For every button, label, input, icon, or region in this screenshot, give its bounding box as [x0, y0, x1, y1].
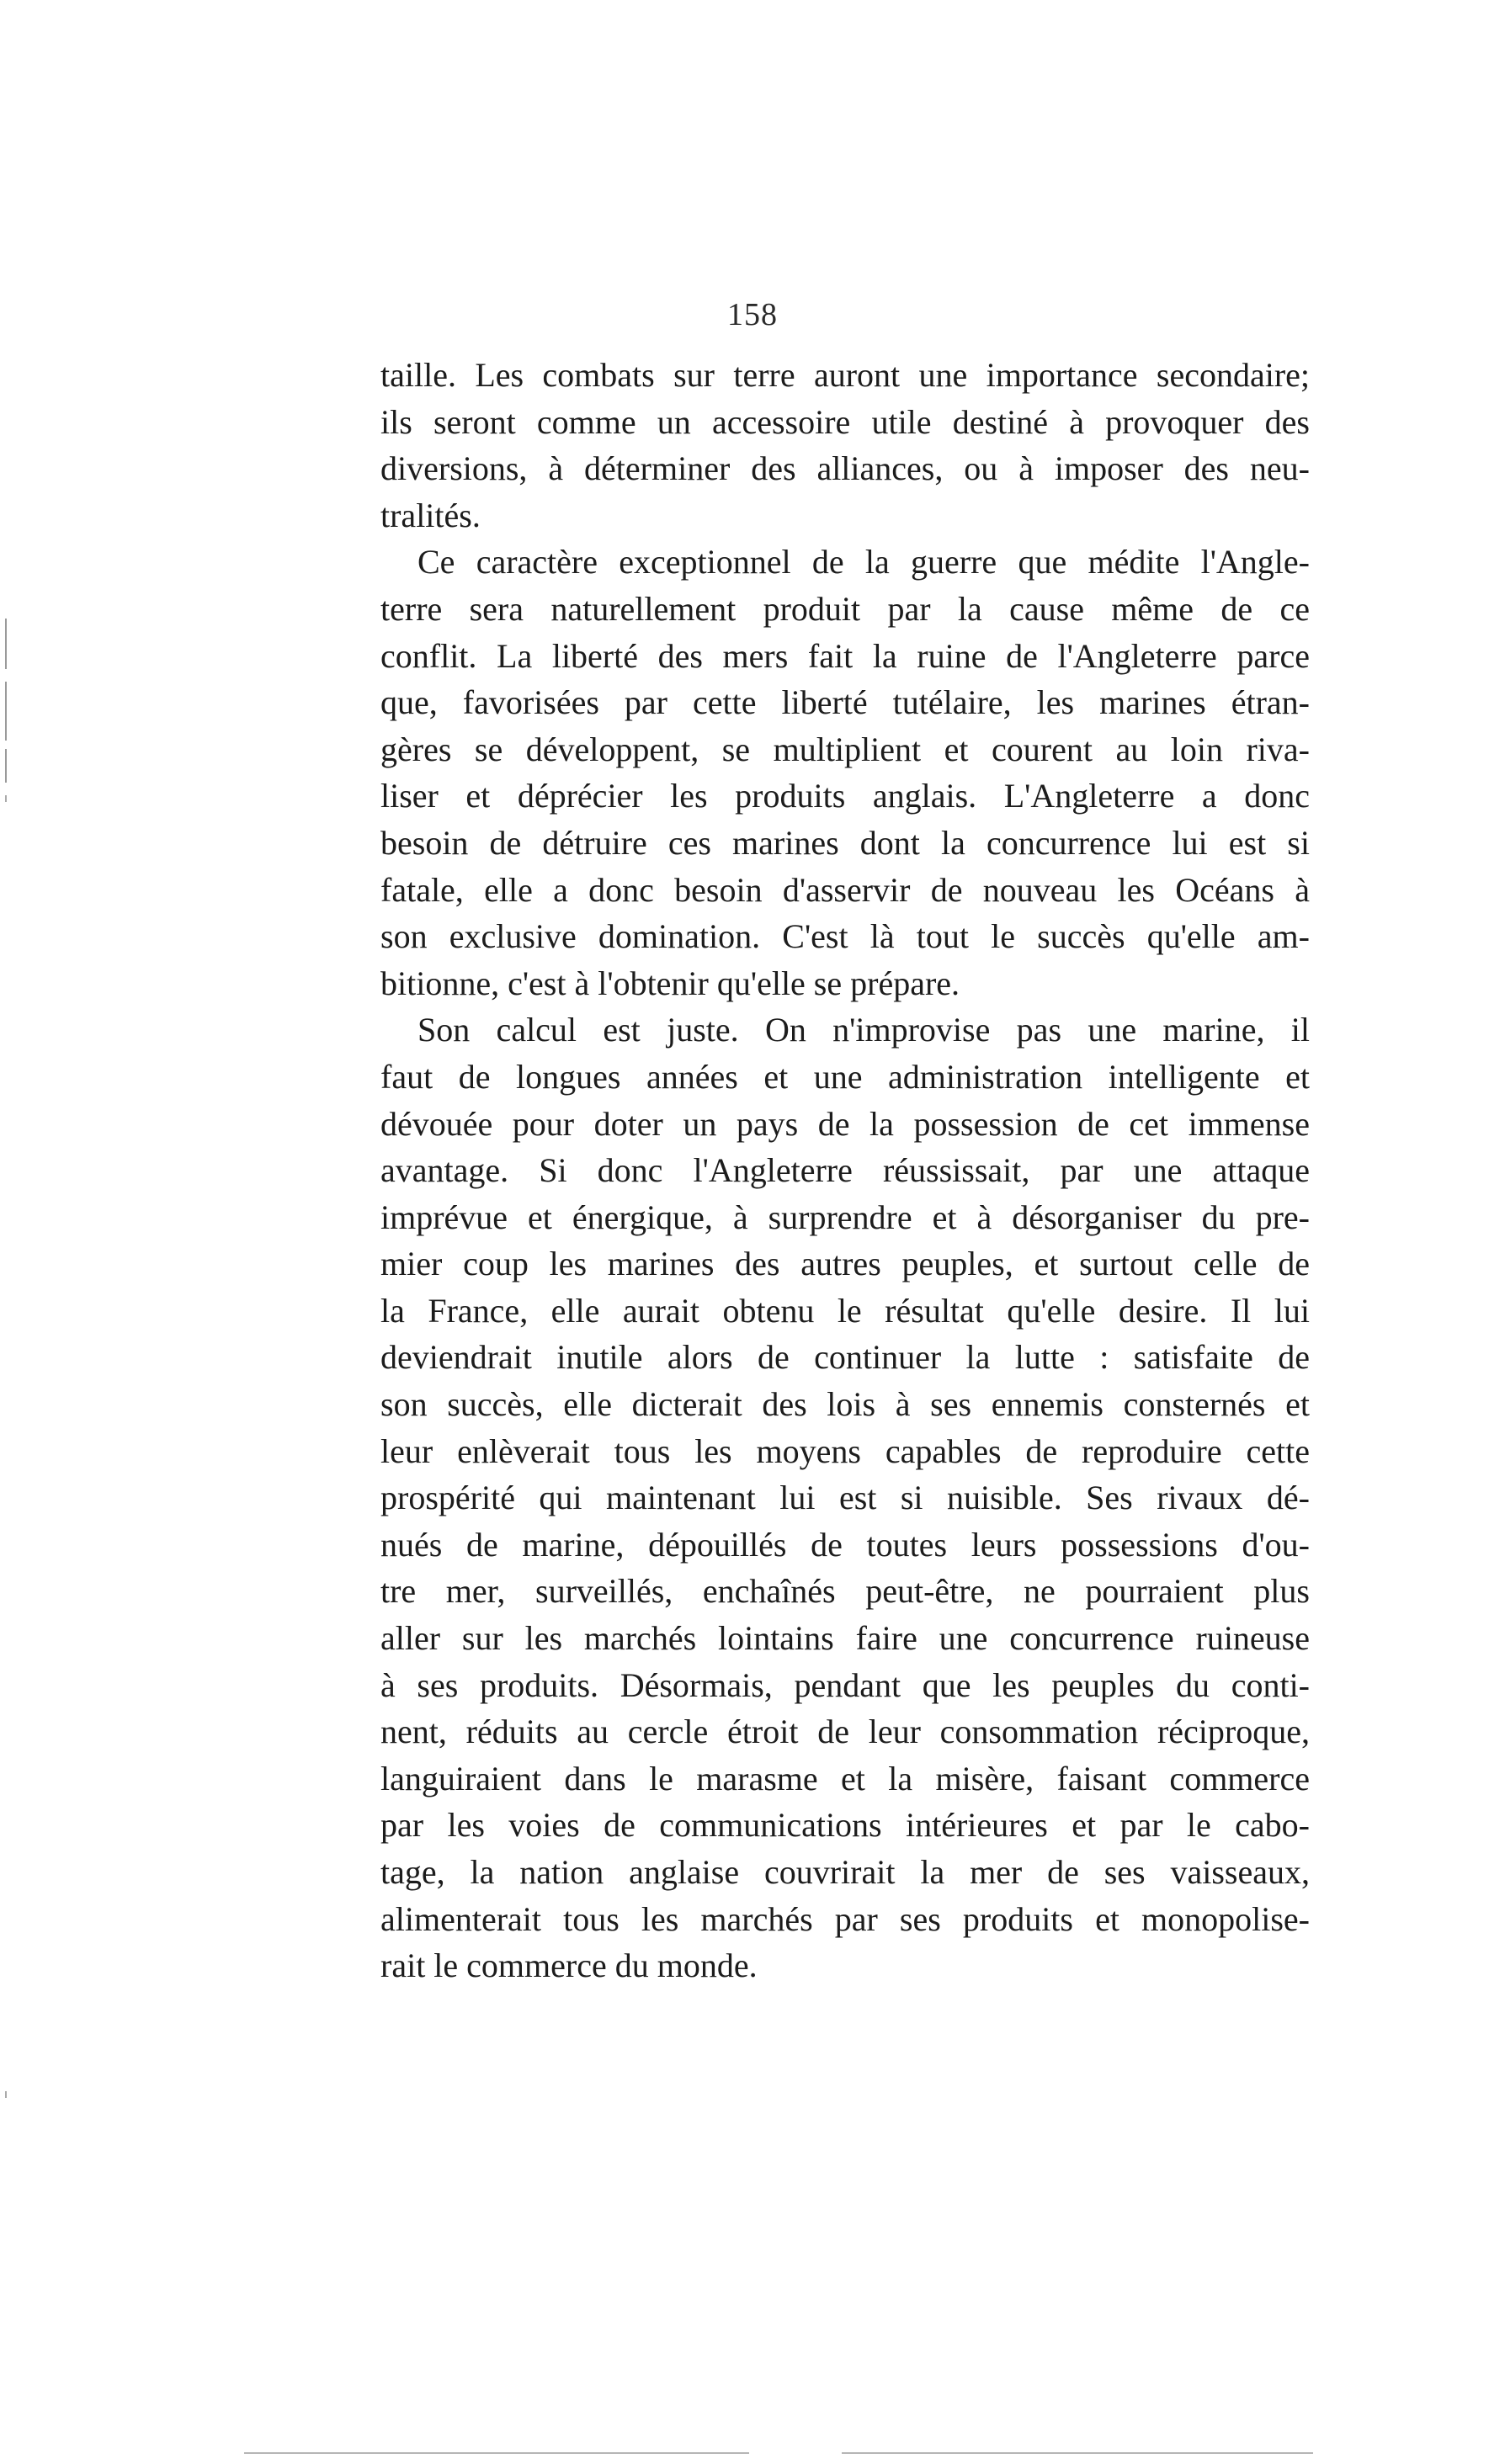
- scan-artifact-mark: [5, 749, 7, 783]
- text-line: fatale, elle a donc besoin d'asservir de nouveau les Océans à: [380, 870, 1310, 909]
- scan-artifact-dot: [5, 795, 7, 802]
- text-line: rait le commerce du monde.: [380, 1946, 758, 1985]
- text-line: bitionne, c'est à l'obtenir qu'elle se prépare.: [380, 964, 960, 1002]
- scan-edge-line: [842, 2452, 1313, 2454]
- text-line: besoin de détruire ces marines dont la concurrence lui est si: [380, 823, 1310, 862]
- text-line: son exclusive domination. C'est là tout le succès qu'elle am-: [380, 917, 1310, 956]
- text-line: taille. Les combats sur terre auront une importance secondaire;: [380, 356, 1310, 394]
- text-line: dévouée pour doter un pays de la possession de cet immense: [380, 1104, 1310, 1143]
- text-line: Ce caractère exceptionnel de la guerre que médite l'Angle-: [417, 543, 1310, 581]
- page-number: 158: [727, 297, 778, 332]
- text-line: tre mer, surveillés, enchaînés peut-être, ne pourraient plus: [380, 1572, 1310, 1611]
- text-line: alimenterait tous les marchés par ses produits et monopolise-: [380, 1899, 1310, 1938]
- scan-artifact-dot: [5, 2091, 7, 2098]
- text-line: nués de marine, dépouillés de toutes leurs possessions d'ou-: [380, 1525, 1310, 1564]
- text-line: mier coup les marines des autres peuples, et surtout celle de: [380, 1245, 1310, 1283]
- text-line: ils seront comme un accessoire utile destiné à provoquer des: [380, 402, 1310, 441]
- text-line: liser et déprécier les produits anglais. L'Angleterre a donc: [380, 777, 1310, 815]
- text-line: la France, elle aurait obtenu le résultat qu'elle desire. Il lui: [380, 1291, 1310, 1330]
- text-line: à ses produits. Désormais, pendant que les peuples du conti-: [380, 1665, 1310, 1704]
- scan-artifact-mark: [5, 619, 7, 669]
- text-line: avantage. Si donc l'Angleterre réussissait, par une attaque: [380, 1151, 1310, 1190]
- text-line: nent, réduits au cercle étroit de leur consommation réciproque,: [380, 1713, 1310, 1751]
- text-line: deviendrait inutile alors de continuer la lutte : satisfaite de: [380, 1338, 1310, 1377]
- text-line: conflit. La liberté des mers fait la ruine de l'Angleterre parce: [380, 636, 1310, 675]
- scan-artifact-mark: [5, 682, 7, 741]
- text-line: leur enlèverait tous les moyens capables de reproduire cette: [380, 1431, 1310, 1470]
- text-line: faut de longues années et une administration intelligente et: [380, 1057, 1310, 1096]
- text-line: imprévue et énergique, à surprendre et à désorganiser du pre-: [380, 1197, 1310, 1236]
- text-line: languiraient dans le marasme et la misère, faisant commerce: [380, 1759, 1310, 1798]
- text-line: que, favorisées par cette liberté tutélaire, les marines étran-: [380, 683, 1310, 722]
- text-line: Son calcul est juste. On n'improvise pas une marine, il: [417, 1011, 1310, 1049]
- text-line: tralités.: [380, 496, 481, 534]
- scan-edge-line: [244, 2452, 749, 2454]
- text-line: diversions, à déterminer des alliances, ou à imposer des neu-: [380, 449, 1310, 488]
- text-line: terre sera naturellement produit par la cause même de ce: [380, 589, 1310, 628]
- text-line: aller sur les marchés lointains faire une concurrence ruineuse: [380, 1619, 1310, 1658]
- text-line: tage, la nation anglaise couvrirait la mer de ses vaisseaux,: [380, 1853, 1310, 1891]
- text-line: son succès, elle dicterait des lois à ses ennemis consternés et: [380, 1385, 1310, 1424]
- text-line: prospérité qui maintenant lui est si nuisible. Ses rivaux dé-: [380, 1479, 1310, 1517]
- text-line: par les voies de communications intérieures et par le cabo-: [380, 1806, 1310, 1845]
- text-line: gères se développent, se multiplient et courent au loin riva-: [380, 730, 1310, 768]
- body-text: [380, 352, 1310, 1989]
